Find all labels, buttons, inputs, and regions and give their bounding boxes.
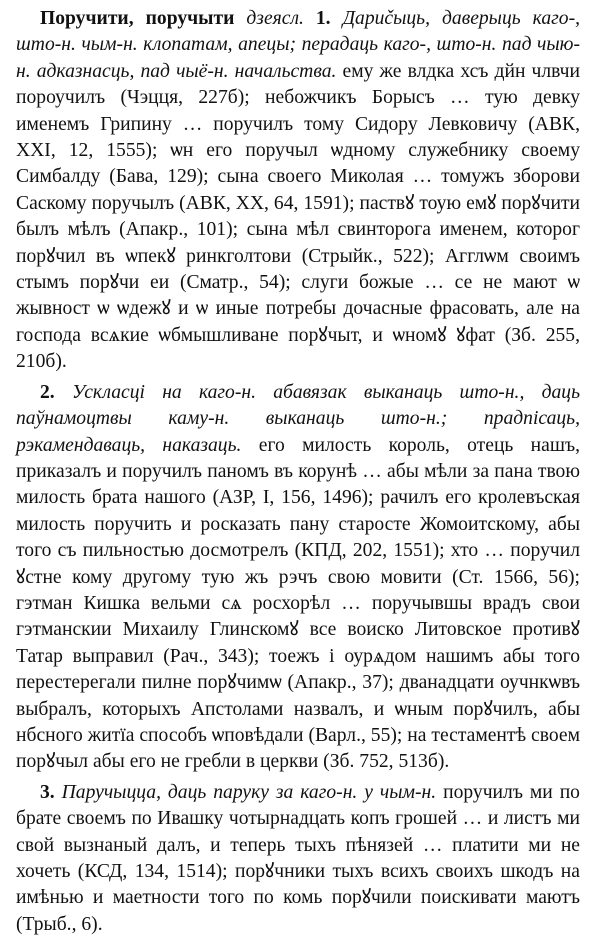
headword: Поручити, поручыти [40, 8, 235, 29]
dictionary-entry-sense-3 [16, 780, 580, 938]
sense-definition: Ускласці на каго-н. абавязак выканаць што-н., даць паўнамоцтвы каму-н. выканаць што-н.; прадпісаць, рэкамендаваць, наказаць. [16, 381, 580, 456]
sense-number: 1. [315, 8, 331, 29]
part-of-speech: дзеясл. [246, 8, 304, 29]
sense-citations: поручилъ ми по брате своемъ по Ивашку чотырнадцать копъ грошей … и листъ ми свой вызнаный далъ, и теперь тыхъ пѣнязей … платити ми не хочеть (КСД, 134, 1514); порꙋчники тыхъ всихъ своихъ шкодъ на имѣнью и маетности того по комь порꙋчили поискивати маютъ (Трыб., 6). [16, 781, 580, 935]
dictionary-entry-sense-2 [16, 380, 580, 776]
sense-citations: ему же влдка хсъ дйн члвчи пороучилъ (Чэцця, 227б); небожчикъ Борысъ … тую девку именемъ Грипину … поручилъ тому Сидору Левковичу (АВК, XXI, 12, 1555); ѡн его поручыл ѡдному служебнику своему Симбалду (Бава, 129); сына своего Миколая … томужъ зборови Саскому поручылъ (АВК, XX, 64, 1591); паствꙋ тоую емꙋ порꙋчити былъ мѣлъ (Апакр., 101); сына мѣл свинторога именем, которог порꙋчил въ ѡпекꙋ ринкголтови (Стрыйк., 522); Агглѡм своимъ стымъ порꙋчи еи (Сматр., 54); слуги божые … се не мают ѡ жывност ѡ ѡдежꙋ и ѡ иные потребы дочасные фрасовать, але на господа всѧкие ѡбмышливане порꙋчыт, и ѡномꙋ ꙋфат (Зб. 255, 210б). [16, 60, 581, 373]
sense-definition: Паручыцца, даць паруку за каго-н. у чым-н. [61, 781, 437, 803]
sense-definition: Дарučыць, даверыць каго-, што-н. чым-н. клопатам, апецы; перадаць каго-, што-н. пад чыю-н. адказнасць, пад чыё-н. начальства. [16, 8, 580, 82]
sense-number: 3. [40, 781, 55, 803]
sense-number: 2. [40, 381, 55, 403]
sense-citations: его милость король, отець нашъ, приказалъ и поручилъ паномъ въ корунѣ … абы мѣли за пана твою милость брата нашого (АЗР, I, 156, 1496); рачилъ его кролевъская милость поручить и росказать пану старосте Жомоитскому, абы того съ пильностью досмотрелъ (КПД, 202, 1551); хто … поручил ꙋстне кому другому тую жъ рэчъ свою мовити (Ст. 1566, 56); гэтман Кишка вельми сѧ росхорѣл … поручывшы врадъ свои гэтманскии Михаилу Глинскомꙋ все воиско Литовское противꙋ Татар выправил (Рач., 343); тоежъ і оурѧдом нашимъ абы того перестерегали пилне порꙋчимѡ (Апакр., 37); дванадцати оучнкѡвъ выбралъ, которыхъ Апстолами назвалъ, и ѡным порꙋчилъ, абы нбсного житїа способъ ѡповѣдали (Варл., 55); на тестаментѣ своем порꙋчыл абы его не гребли в церкви (Зб. 752, 513б). [16, 434, 580, 773]
dictionary-entry-sense-1 [16, 6, 580, 376]
